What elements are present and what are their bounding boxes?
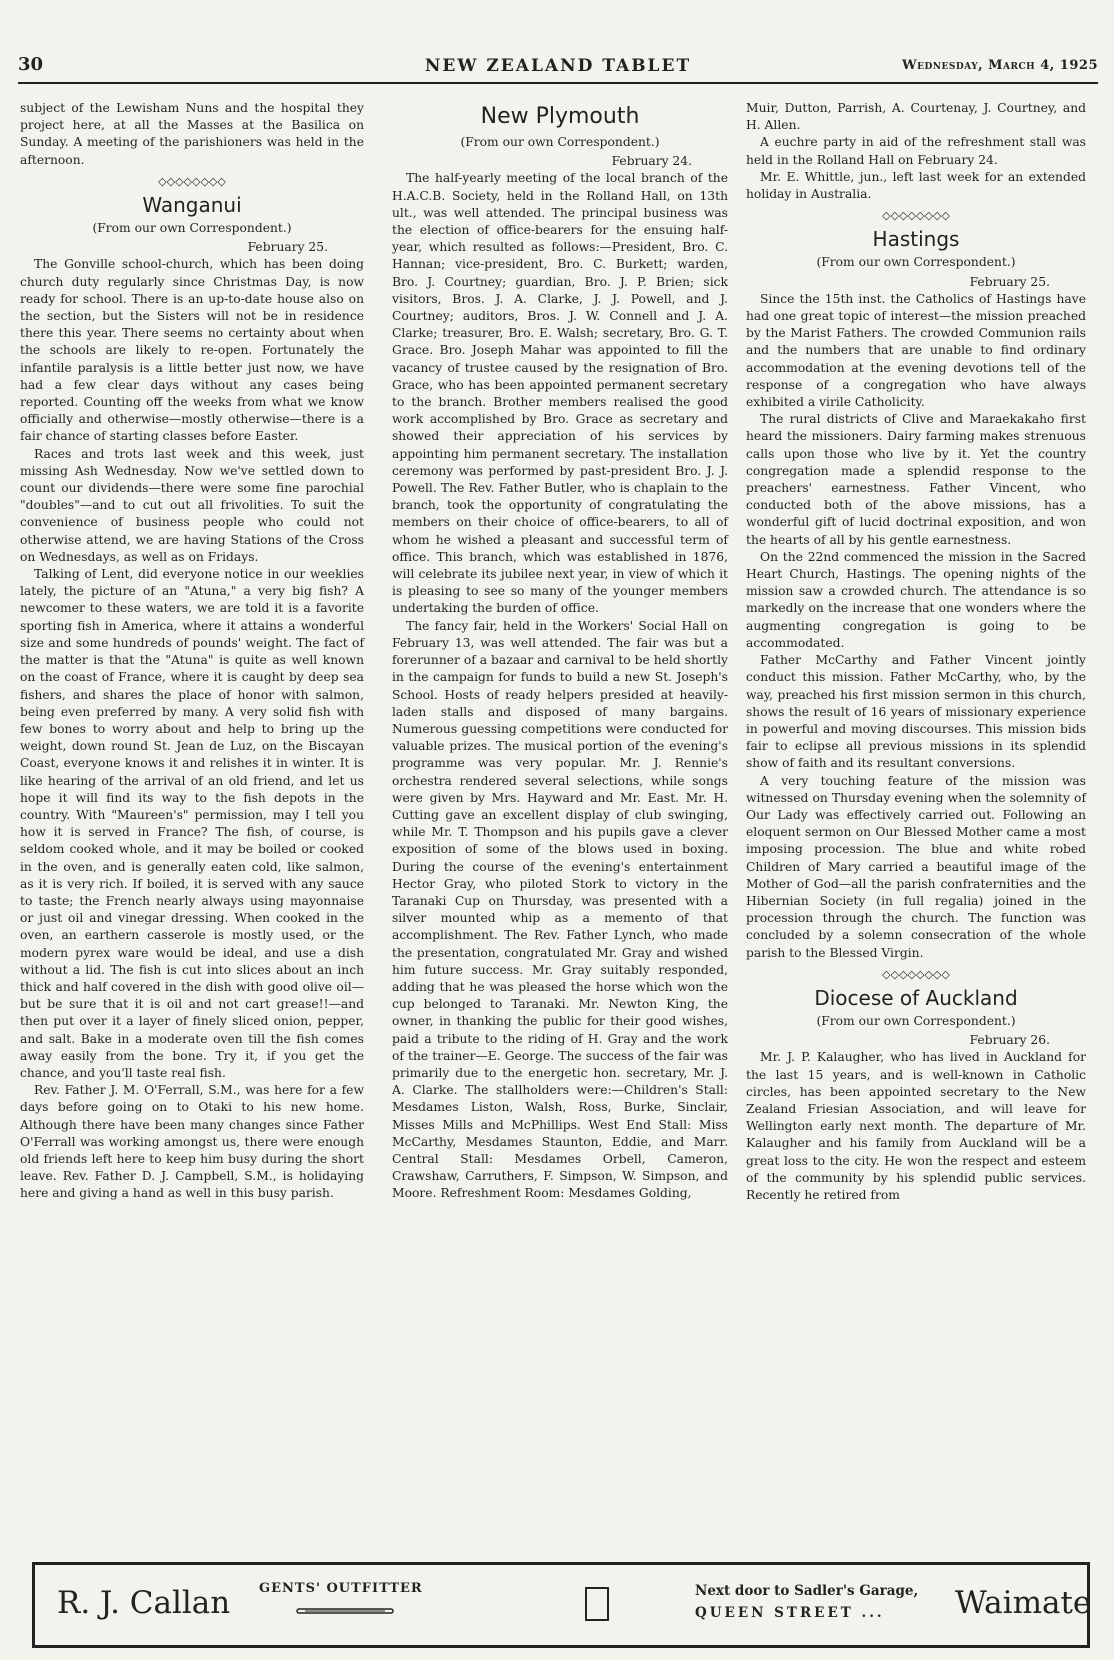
article-paragraph: A very touching feature of the mission was witnessed on Thursday evening when the solemnity of Our Lady was effectively carried out. Following an eloquent sermon on Our Blessed Mother came a most imposing procession. The blue and white robed Children of Mary carried a beautiful image of the Mother of God—all the parish confraternities and the Hibernian Society (in full regalia) joined in the procession through the church. The function was concluded by a solemn consecration of the whole parish to the Blessed Virgin. bbox=[746, 773, 1086, 960]
column-2 bbox=[392, 102, 728, 1203]
article-paragraph: On the 22nd commenced the mission in the Sacred Heart Church, Hastings. The opening nights of the mission saw a crowded church. The attendance is so markedly on the increase that one wonders where the augmenting congregation is going to be accommodated. bbox=[746, 549, 1086, 650]
article-paragraph: Talking of Lent, did everyone notice in our weeklies lately, the picture of an "Atuna," a very big fish? A newcomer to these waters, we are told it is a favorite sporting fish in America, where it attains a wonderful size and some hundreds of pounds' weight. The fact of the matter is that the "Atuna" is quite as well known on the coast of France, where it is caught by deep sea fishers, and shares the place of honor with salmon, being even preferred by many. A very solid fish with few bones to worry about and help to bring up the weight, down round St. Jean de Luz, on the Biscayan Coast, everyone knows it and relishes it in winter. It is like hearing of the arrival of an old friend, and let us hope it will find its way to the fish depots in the country. With "Maureen's" permission, may I tell you how it is served in France? The fish, of course, is seldom cooked whole, and it may be boiled or cooked in the oven, and is generally eaten cold, like salmon, as it is very rich. If boiled, it is served with any sauce to taste; the French nearly always using mayonnaise or just oil and vinegar dressing. When cooked in the oven, an earthern casserole is mostly used, or the modern pyrex ware would be ideal, and use a dish without a lid. The fish is cut into slices about an inch thick and half covered in the dish with good olive oil—but be sure that it is oil and not cart grease!!—and then put over it a layer of finely sliced onion, pepper, and salt. Bake in a moderate oven till the fish comes away easily from the bone. Try it, if you get the chance, and you'll taste real fish. bbox=[20, 567, 364, 1080]
empty-box-icon bbox=[585, 1587, 609, 1621]
correspondent-line: (From our own Correspondent.) bbox=[816, 255, 1016, 270]
dateline: February 25. bbox=[247, 240, 328, 255]
ad-address-line-1: Next door to Sadler's Garage, bbox=[695, 1583, 919, 1599]
article-paragraph: Races and trots last week and this week, just missing Ash Wednesday. Now we've settled down to count our dividends—there were some fine parochial "doubles"—and to cut out all frivolities. To suit the convenience of business people who could not otherwise attend, we are having Stations of the Cross on Wednesdays, as well as on Fridays. bbox=[20, 446, 364, 564]
dateline: February 24. bbox=[611, 154, 692, 169]
ad-business-name: R. J. Callan bbox=[57, 1585, 231, 1621]
section-ornament: ◇◇◇◇◇◇◇◇ bbox=[882, 209, 950, 223]
col3-continued: Muir, Dutton, Parrish, A. Courtenay, J. Courtney, and H. Allen. bbox=[746, 101, 1086, 133]
heading-wanganui: Wanganui bbox=[142, 193, 242, 218]
dateline: February 25. bbox=[969, 274, 1050, 289]
correspondent-line: (From our own Correspondent.) bbox=[460, 135, 660, 149]
article-paragraph: Rev. Father J. M. O'Ferrall, S.M., was here for a few days before going on to Otaki to his new home. Although there have been many changes since Father O'Ferrall was working amongst us, there were enough old friends left here to keep him busy during the short leave. Rev. Father D. J. Campbell, S.M., is holidaying here and giving a hand as well in this busy parish. bbox=[20, 1083, 364, 1201]
article-paragraph: A euchre party in aid of the refreshment stall was held in the Rolland Hall on February 24. bbox=[746, 135, 1086, 167]
article-paragraph: The rural districts of Clive and Maraekakaho first heard the missioners. Dairy farming makes strenuous calls upon those who live by it. Yet the country congregation made a splendid response to the preachers' earnestness. Father Vincent, who conducted both of the above missions, has a wonderful gift of lucid doctrinal exposition, and won the hearts of all by his gentle earnestness. bbox=[746, 412, 1086, 547]
ad-business-role: GENTS' OUTFITTER bbox=[259, 1581, 423, 1596]
section-ornament: ◇◇◇◇◇◇◇◇ bbox=[882, 967, 950, 981]
page-header bbox=[18, 54, 1098, 84]
heading-new-plymouth: New Plymouth bbox=[480, 104, 640, 129]
heading-hastings: Hastings bbox=[872, 227, 960, 252]
heading-diocese-auckland: Diocese of Auckland bbox=[814, 985, 1018, 1010]
article-paragraph: The Gonville school-church, which has been doing church duty regularly since Christmas Day, is now ready for school. There is an up-to-date house also on the section, but the Sisters will not be in residence there this year. There seems no certainty about when the schools are likely to re-open. Fortunately the infantile paralysis is a little better just now, we have had a few clear days without any cases being reported. Counting off the weeks from what we know officially and otherwise—mostly otherwise—there is a fair chance of starting classes before Easter. bbox=[20, 257, 364, 444]
ad-address-line-2: QUEEN STREET ... bbox=[695, 1605, 885, 1621]
article-paragraph: The half-yearly meeting of the local branch of the H.A.C.B. Society, held in the Rolland Hall, on 13th ult., was well attended. The principal business was the election of office-bearers for the ensuing half-year, which resulted as follows:—President, Bro. C. Hannan; vice-president, Bro. C. Burkett; warden, Bro. J. Courtney; guardian, Bro. J. P. Brien; sick visitors, Bros. J. A. Clarke, J. J. Powell, and J. Courtney; auditors, Bros. J. W. Connell and J. A. Clarke; treasurer, Bro. E. Walsh; secretary, Bro. G. T. Grace. Bro. Joseph Mahar was appointed to fill the vacancy of trustee caused by the resignation of Bro. Grace, who has been appointed permanent secretary to the branch. Brother members realised the good work accomplished by Bro. Grace as secretary and showed their appreciation of his services by appointing him permanent secretary. The installation ceremony was performed by past-president Bro. J. J. Powell. The Rev. Father Butler, who is chaplain to the branch, took the opportunity of congratulating the members on their choice of office-bearers, to all of whom he wished a pleasant and successful term of office. This branch, which was established in 1876, will celebrate its jubilee next year, in view of which it is pleasing to see so many of the younger members undertaking the burden of office. bbox=[392, 171, 728, 616]
col1-intro: subject of the Lewisham Nuns and the hospital they project here, at all the Masses at the Basilica on Sunday. A meeting of the parishioners was held in the afternoon. bbox=[20, 101, 364, 167]
section-ornament: ◇◇◇◇◇◇◇◇ bbox=[158, 174, 226, 188]
column-1 bbox=[20, 100, 364, 1203]
article-paragraph: Father McCarthy and Father Vincent jointly conduct this mission. Father McCarthy, who, by the way, preached his first mission sermon in this church, shows the result of 16 years of missionary experience in powerful and moving discourses. This mission bids fair to eclipse all previous missions in its splendid show of faith and its resultant conversions. bbox=[746, 653, 1086, 771]
correspondent-line: (From our own Correspondent.) bbox=[92, 221, 292, 236]
dateline: February 26. bbox=[969, 1033, 1050, 1048]
article-paragraph: Mr. E. Whittle, jun., left last week for an extended holiday in Australia. bbox=[746, 169, 1086, 202]
article-paragraph: The fancy fair, held in the Workers' Social Hall on February 13, was well attended. The fair was but a forerunner of a bazaar and carnival to be held shortly in the campaign for funds to build a new St. Joseph's School. Hosts of ready helpers presided at heavily-laden stalls and disposed of many bargains. Numerous guessing competitions were conducted for valuable prizes. The musical portion of the evening's programme was very popular. Mr. J. Rennie's orchestra rendered several selections, while songs were given by Mrs. Hayward and Mr. East. Mr. H. Cutting gave an excellent display of club swinging, while Mr. T. Thompson and his pupils gave a clever exposition of some of the blows used in boxing. During the course of the evening's entertainment Hector Gray, who piloted Stork to victory in the Taranaki Cup on Thursday, was presented with a silver mounted whip as a memento of that accomplishment. The Rev. Father Lynch, who made the presentation, congratulated Mr. Gray and wished him future success. Mr. Gray suitably responded, adding that he was pleased the horse which won the cup belonged to Taranaki. Mr. Newton King, the owner, in thanking the public for their good wishes, paid a tribute to the riding of H. Gray and the work of the trainer—E. George. The success of the fair was primarily due to the energetic hon. secretary, Mr. J. A. Clarke. The stallholders were:—Children's Stall: Mesdames Liston, Walsh, Ross, Burke, Sinclair, Misses Mills and McPhillips. West End Stall: Miss McCarthy, Mesdames Staunton, Eddie, and Marr. Central Stall: Mesdames Orbell, Cameron, Crawshaw, Carruthers, F. Simpson, W. Simpson, and Moore. Refreshment Room: Mesdames Golding, bbox=[392, 618, 728, 1201]
article-paragraph: Since the 15th inst. the Catholics of Hastings have had one great topic of interest—the mission preached by the Marist Fathers. The crowded Communion rails and the numbers that are unable to find ordinary accommodation at the evening devotions tell of the response of a congregation who have always exhibited a virile Catholicity. bbox=[746, 291, 1086, 410]
correspondent-line: (From our own Correspondent.) bbox=[816, 1013, 1016, 1028]
column-3 bbox=[746, 100, 1086, 1204]
advertisement-box bbox=[32, 1562, 1090, 1648]
publication-title: NEW ZEALAND TABLET bbox=[424, 56, 692, 76]
article-paragraph: Mr. J. P. Kalaugher, who has lived in Auckland for the last 15 years, and is well-known in Catholic circles, has been appointed secretary to the New Zealand Friesian Association, and will leave for Wellington early next month. The departure of Mr. Kalaugher and his family from Auckland will be a great loss to the city. He won the respect and esteem of the community by his splendid public services. Recently he retired from bbox=[746, 1050, 1086, 1202]
ornament-rule-icon bbox=[295, 1607, 395, 1615]
issue-date: Wednesday, March 4, 1925 bbox=[902, 58, 1098, 73]
ad-town: Waimate bbox=[955, 1585, 1092, 1621]
page-number: 30 bbox=[18, 54, 44, 75]
